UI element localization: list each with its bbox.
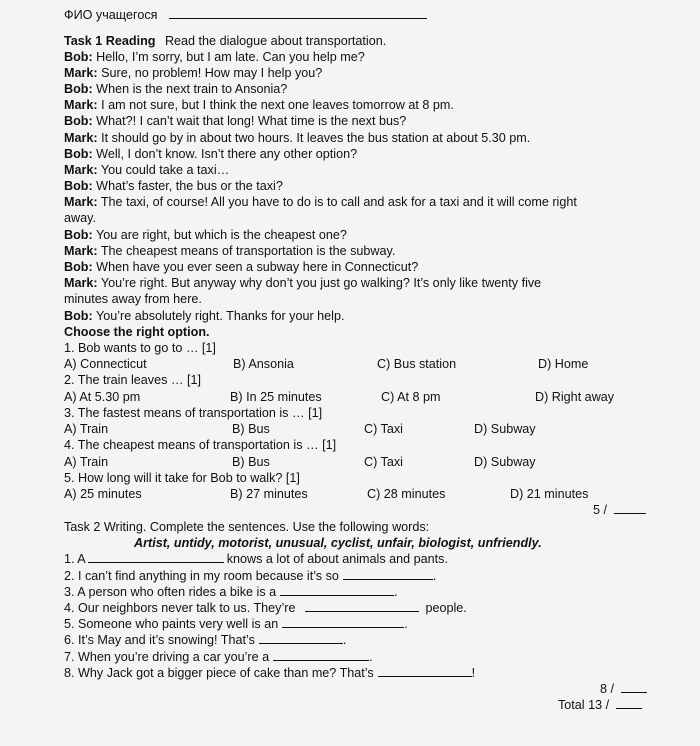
sentence-end: !: [471, 666, 476, 680]
sentence-end: .: [404, 617, 408, 631]
option-b[interactable]: B) Bus: [232, 422, 270, 436]
dialogue-line: [64, 211, 96, 226]
task2-score-blank[interactable]: [621, 682, 647, 693]
utterance: Well, I don’t know. Isn’t there any other option?: [92, 147, 358, 161]
question: 3. The fastest means of transportation is … [1]: [64, 406, 323, 420]
utterance: minutes away from here.: [64, 292, 202, 306]
dialogue-line: [64, 228, 347, 243]
option-c[interactable]: C) 28 minutes: [367, 487, 446, 501]
answer-blank[interactable]: [305, 601, 419, 612]
sentence-end: knows a lot of about animals and pants.: [226, 552, 448, 566]
task1-score-label: 5 /: [593, 503, 608, 517]
task1-score-blank[interactable]: [614, 503, 646, 514]
dialogue-line: [64, 292, 202, 307]
option-b[interactable]: B) 27 minutes: [230, 487, 308, 501]
word-bank: Artist, untidy, motorist, unusual, cyclist, unfair, biologist, unfriendly.: [134, 536, 542, 550]
option-a[interactable]: A) Connecticut: [64, 357, 147, 371]
utterance: You’re right. But anyway why don’t you just go walking? It’s only like twenty five: [97, 276, 542, 290]
question: 4. The cheapest means of transportation is … [1]: [64, 438, 337, 452]
speaker: Bob:: [64, 179, 93, 193]
speaker: Bob:: [64, 228, 93, 242]
total-score-blank[interactable]: [616, 698, 642, 709]
option-c[interactable]: C) Taxi: [364, 422, 403, 436]
speaker: Bob:: [64, 260, 93, 274]
sentence: [64, 585, 398, 600]
dialogue-line: [64, 195, 577, 210]
option-d[interactable]: D) Subway: [474, 422, 536, 436]
question: 1. Bob wants to go to … [1]: [64, 341, 216, 355]
total-score-label: Total 13 /: [558, 698, 610, 712]
sentence-text: 1. A: [64, 552, 86, 566]
task2-title: Task 2 Writing. Complete the sentences. Use the following words:: [64, 520, 430, 534]
option-b[interactable]: B) In 25 minutes: [230, 390, 322, 404]
sentence-end: .: [432, 569, 437, 583]
dialogue-line: [64, 82, 287, 97]
utterance: You could take a taxi…: [97, 163, 230, 177]
sentence-end: people.: [425, 601, 467, 615]
sentence-text: 6. It’s May and it’s snowing! That’s: [64, 633, 255, 647]
option-c[interactable]: C) Bus station: [377, 357, 457, 371]
option-d[interactable]: D) Home: [538, 357, 589, 371]
sentence-text: 5. Someone who paints very well is an: [64, 617, 279, 631]
question: 5. How long will it take for Bob to walk? [1]: [64, 471, 300, 485]
utterance: What?! I can’t wait that long! What time is the next bus?: [92, 114, 407, 128]
dialogue-line: [64, 179, 283, 194]
option-c[interactable]: C) At 8 pm: [381, 390, 441, 404]
dialogue-line: [64, 147, 357, 162]
total-score: [558, 698, 642, 713]
answer-blank[interactable]: [259, 633, 343, 644]
option-c[interactable]: C) Taxi: [364, 455, 403, 469]
speaker: Bob:: [64, 82, 93, 96]
utterance: The cheapest means of transportation is the subway.: [97, 244, 396, 258]
option-d[interactable]: D) Right away: [535, 390, 615, 404]
fio-blank: [169, 8, 427, 19]
utterance: away.: [64, 211, 96, 225]
sentence-text: 3. A person who often rides a bike is a: [64, 585, 277, 599]
dialogue-line: [64, 114, 406, 129]
utterance: When is the next train to Ansonia?: [92, 82, 288, 96]
sentence-text: 4. Our neighbors never talk to us. They’re: [64, 601, 296, 615]
task1-score: [593, 503, 646, 518]
sentence-end: .: [369, 650, 373, 664]
dialogue-line: [64, 50, 365, 65]
sentence: [64, 601, 467, 616]
utterance: Hello, I’m sorry, but I am late. Can you help me?: [92, 50, 365, 64]
dialogue-line: [64, 131, 530, 146]
sentence-text: 2. I can’t find anything in my room because it’s so: [64, 569, 339, 583]
option-a[interactable]: A) 25 minutes: [64, 487, 142, 501]
utterance: You are right, but which is the cheapest one?: [92, 228, 347, 242]
sentence-text: 8. Why Jack got a bigger piece of cake than me? That’s: [64, 666, 374, 680]
speaker: Bob:: [64, 50, 93, 64]
utterance: Sure, no problem! How may I help you?: [97, 66, 323, 80]
task2-score: [600, 682, 647, 697]
option-a[interactable]: A) At 5.30 pm: [64, 390, 141, 404]
option-b[interactable]: B) Ansonia: [233, 357, 294, 371]
utterance: I am not sure, but I think the next one leaves tomorrow at 8 pm.: [97, 98, 454, 112]
dialogue-line: [64, 163, 229, 178]
answer-blank[interactable]: [282, 617, 404, 628]
task1-title: Task 1 Reading: [64, 34, 156, 48]
speaker: Bob:: [64, 114, 93, 128]
utterance: It should go by in about two hours. It leaves the bus station at about 5.30 pm.: [97, 131, 531, 145]
speaker: Mark:: [64, 98, 98, 112]
dialogue-line: [64, 309, 344, 324]
option-b[interactable]: B) Bus: [232, 455, 270, 469]
choose-heading: Choose the right option.: [64, 325, 210, 339]
sentence: [64, 650, 373, 665]
fio-line: [64, 8, 427, 23]
answer-blank[interactable]: [343, 569, 433, 580]
speaker: Mark:: [64, 131, 98, 145]
sentence: [64, 617, 408, 632]
speaker: Mark:: [64, 163, 98, 177]
speaker: Mark:: [64, 195, 98, 209]
answer-blank[interactable]: [280, 585, 394, 596]
option-d[interactable]: D) 21 minutes: [510, 487, 589, 501]
task1-heading: [64, 34, 386, 49]
utterance: The taxi, of course! All you have to do is to call and ask for a taxi and it will come right: [97, 195, 577, 209]
dialogue-line: [64, 98, 454, 113]
answer-blank[interactable]: [273, 650, 369, 661]
speaker: Bob:: [64, 147, 93, 161]
sentence-end: .: [342, 633, 347, 647]
sentence-text: 7. When you’re driving a car you’re a: [64, 650, 270, 664]
speaker: Mark:: [64, 244, 98, 258]
option-a[interactable]: A) Train: [64, 455, 109, 469]
speaker: Mark:: [64, 66, 98, 80]
fio-label: ФИО учащегося: [64, 8, 158, 22]
sentence: [64, 569, 436, 584]
task2-score-label: 8 /: [600, 682, 615, 696]
option-d[interactable]: D) Subway: [474, 455, 536, 469]
speaker: Mark:: [64, 276, 98, 290]
dialogue-line: [64, 260, 418, 275]
dialogue-line: [64, 66, 322, 81]
sentence: [64, 666, 475, 681]
dialogue-line: [64, 244, 395, 259]
option-a[interactable]: A) Train: [64, 422, 109, 436]
answer-blank[interactable]: [88, 552, 224, 563]
answer-blank[interactable]: [378, 666, 472, 677]
speaker: Bob:: [64, 309, 93, 323]
utterance: When have you ever seen a subway here in Connecticut?: [92, 260, 419, 274]
sentence: [64, 633, 346, 648]
question: 2. The train leaves … [1]: [64, 373, 201, 387]
sentence: [64, 552, 448, 567]
sentence-end: .: [394, 585, 398, 599]
dialogue-line: [64, 276, 541, 291]
utterance: You’re absolutely right. Thanks for your help.: [92, 309, 345, 323]
utterance: What’s faster, the bus or the taxi?: [92, 179, 283, 193]
task1-instruction: Read the dialogue about transportation.: [164, 34, 387, 48]
